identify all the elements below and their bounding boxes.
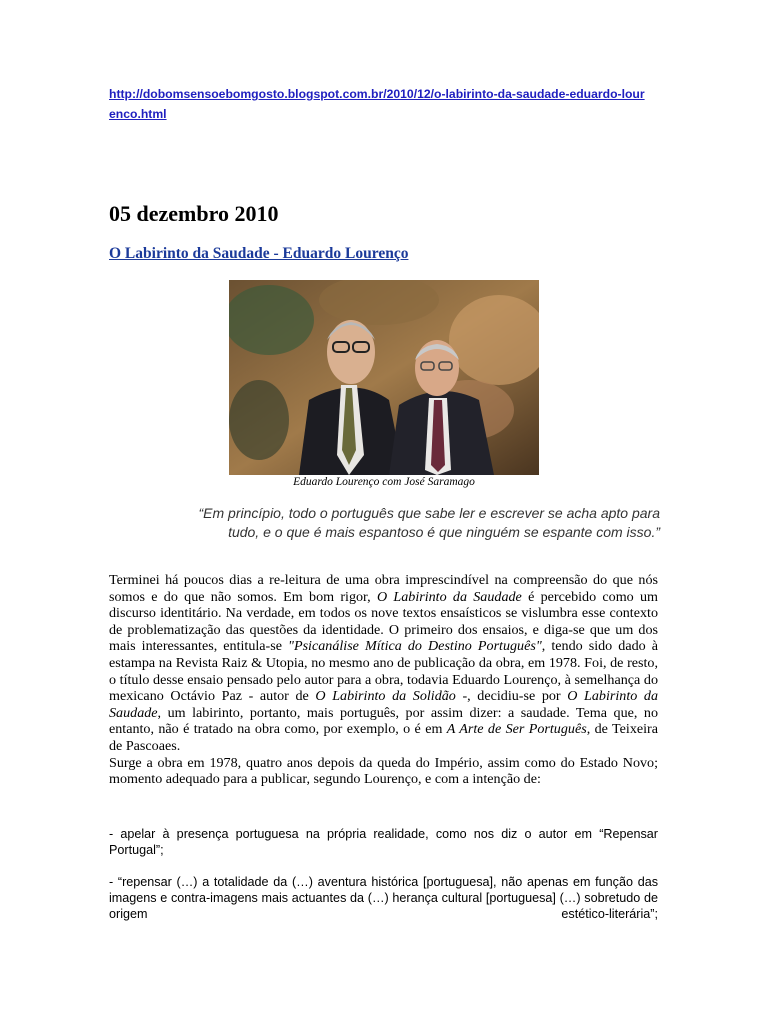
intent-list bbox=[109, 826, 658, 938]
photo-caption: Eduardo Lourenço com José Saramago bbox=[293, 476, 475, 488]
post-date: 05 dezembro 2010 bbox=[109, 201, 279, 226]
list-item: - apelar à presença portuguesa na própria realidade, como nos diz o autor em “Repensar Portugal”; bbox=[109, 827, 658, 857]
list-item: - “repensar (…) a totalidade da (…) aventura histórica [portuguesa], não apenas em função das imagens e contra-imagens mais actuantes da (…) herança cultural [portuguesa] (…) sobretudo de origem estético-literária”; bbox=[109, 875, 658, 921]
text-run: é percebido como um discurso identitário. Na verdade, em todos os nove textos ensaísticos se vislumbra esse contexto de problematização das questões da identidade. O primeiro dos ensaios, e diga-se que um dos mais interessantes, entitula-se bbox=[109, 588, 658, 655]
text-run: , tendo sido dado à estampa na Revista Raiz & Utopia, no mesmo ano de publicação da obra, em 1978. Foi, de resto, o título desse ensaio pensado pelo autor para a obra, todavia Eduardo Lourenço, à semelhança do mexicano Octávio Paz - autor de bbox=[109, 638, 659, 705]
epigraph-line-2: tudo, e o que é mais espantoso é que ninguém se espante com isso.” bbox=[228, 524, 660, 540]
paragraph-1 bbox=[109, 572, 658, 755]
post-title-link[interactable]: O Labirinto da Saudade - Eduardo Lourenço bbox=[109, 245, 409, 262]
book-title-labirinto-solidao: O Labirinto da Solidão bbox=[315, 688, 456, 705]
source-url-link[interactable]: http://dobomsensoebomgosto.blogspot.com.br/2010/12/o-labirinto-da-saudade-eduardo-lourenco.html bbox=[109, 87, 645, 121]
photo-illustration bbox=[229, 280, 539, 475]
epigraph-quote bbox=[140, 504, 660, 542]
author-photo bbox=[229, 280, 539, 475]
book-title-arte-ser-portugues: A Arte de Ser Português bbox=[446, 721, 587, 738]
text-run: , um labirinto, portanto, mais português, por assim dizer: a saudade. Tema que, no entanto, não é tratado na obra como, por exemplo, o é em bbox=[109, 704, 658, 738]
epigraph-line-1: “Em princípio, todo o português que sabe ler e escrever se acha apto para bbox=[198, 505, 660, 521]
text-run: , de Teixeira de Pascoaes. bbox=[109, 721, 658, 754]
book-title-labirinto-saudade: O Labirinto da Saudade bbox=[376, 588, 522, 605]
essay-title: "Psicanálise Mítica do Destino Português" bbox=[288, 638, 542, 655]
text-run: -, decidiu-se por bbox=[455, 688, 568, 705]
text-run: Terminei há poucos dias a re-leitura de uma obra imprescindível na compreensão do que nós somos e do que não somos. Em bom rigor, bbox=[109, 572, 658, 605]
article-body bbox=[109, 572, 658, 788]
book-title-labirinto-saudade: O Labirinto da Saudade bbox=[109, 688, 659, 721]
paragraph-2: Surge a obra em 1978, quatro anos depois da queda do Império, assim como do Estado Novo; momento adequado para a publicar, segundo Lourenço, e com a intenção de: bbox=[109, 754, 658, 788]
